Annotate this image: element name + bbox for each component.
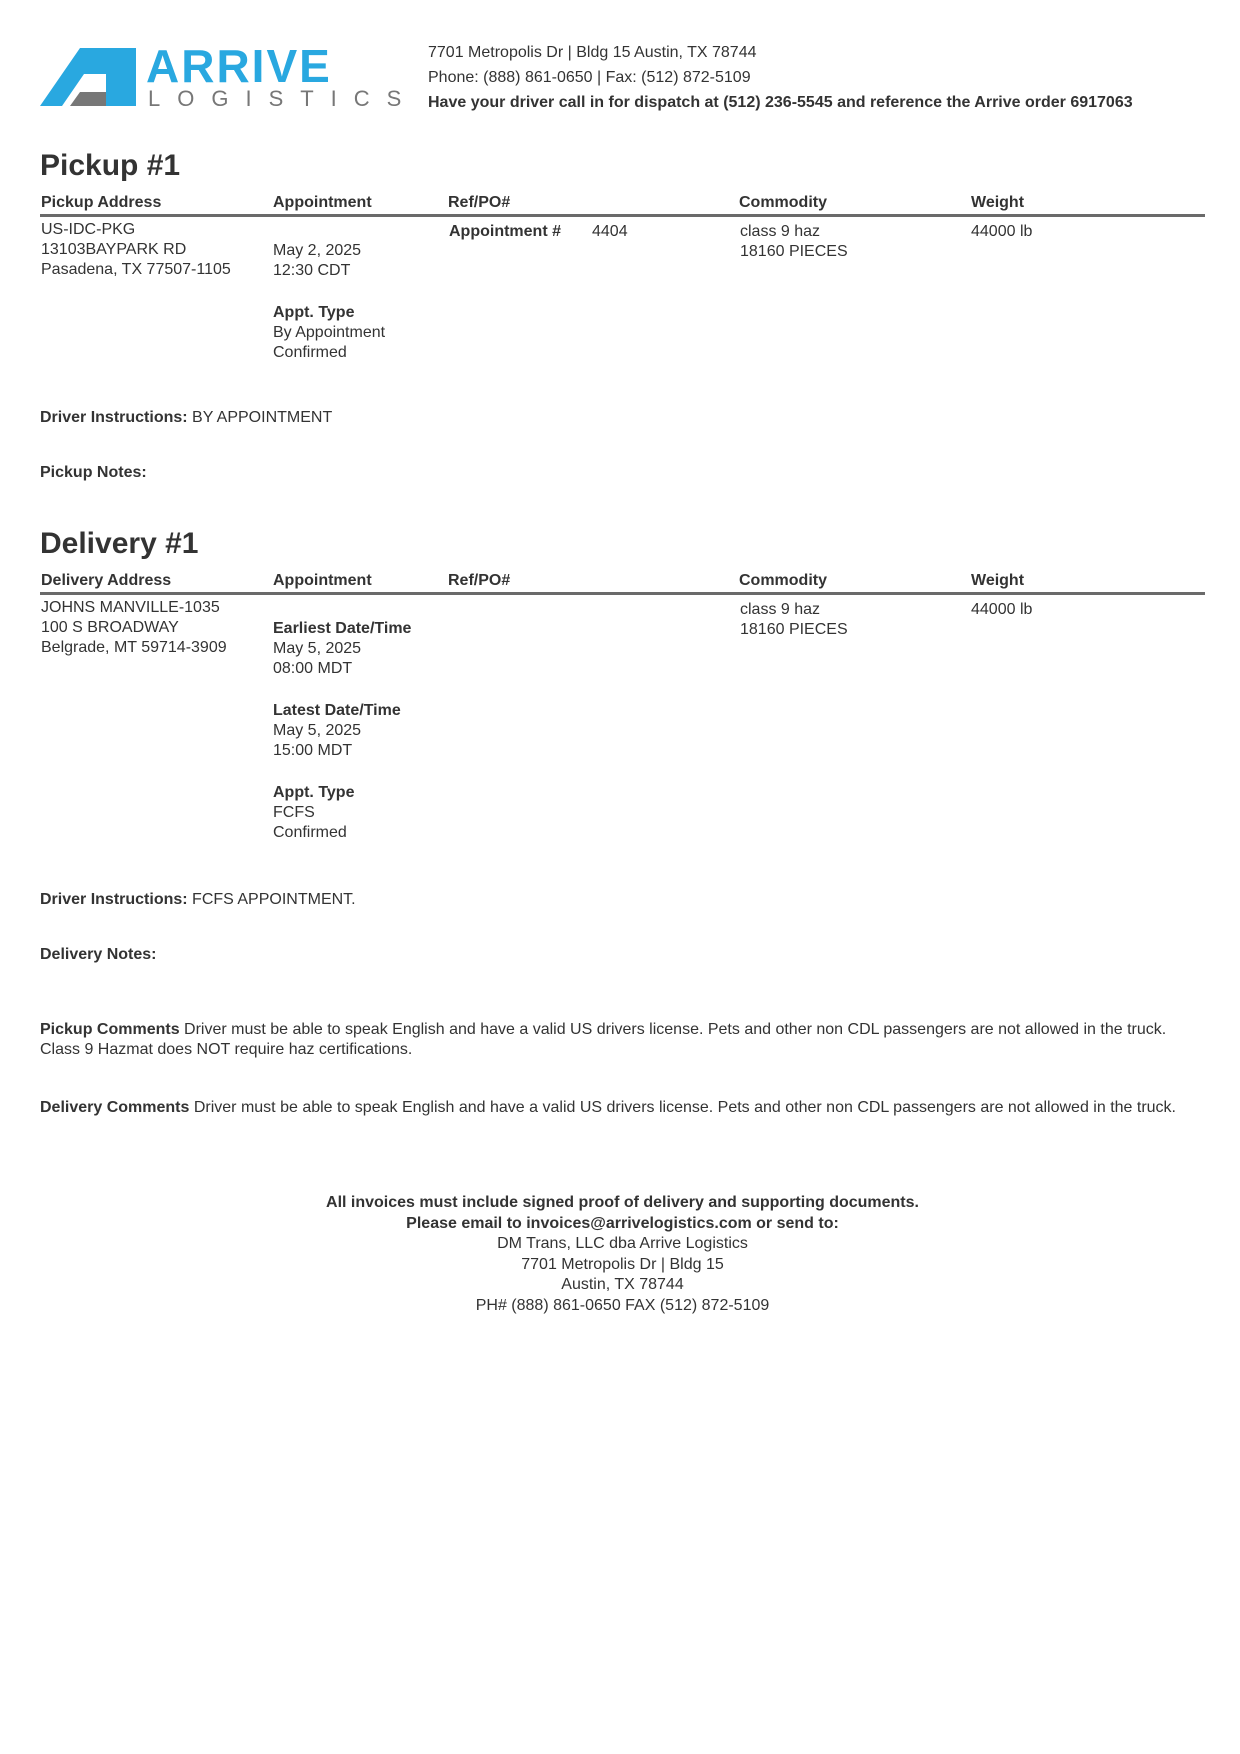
pickup-comments-label: Pickup Comments [40, 1021, 180, 1038]
footer-city: Austin, TX 78744 [561, 1276, 684, 1293]
pickup-address-line: US-IDC-PKG [41, 221, 136, 238]
svg-text:ARRIVE: ARRIVE [146, 44, 332, 92]
pickup-weight: 44000 lb [971, 223, 1033, 240]
pickup-ref-header: Ref/PO# [448, 194, 511, 211]
pickup-appointment-header: Appointment [273, 194, 372, 211]
pickup-ref-value: 4404 [592, 223, 628, 240]
delivery-ref-header: Ref/PO# [448, 572, 511, 589]
delivery-commodity [740, 600, 848, 640]
delivery-appt-type: FCFS [273, 804, 315, 821]
delivery-comments-text: Driver must be able to speak English and have a valid US drivers license. Pets and other non CDL passengers are not allowed in the truck. [193, 1099, 1176, 1116]
delivery-driver-instructions-label: Driver Instructions: [40, 891, 188, 908]
delivery-appt-type-label: Appt. Type [273, 784, 355, 801]
footer-phone-fax: PH# (888) 861-0650 FAX (512) 872-5109 [475, 1296, 770, 1314]
pickup-address-line: Pasadena, TX 77507-1105 [41, 261, 231, 278]
delivery-title: Delivery #1 [40, 527, 199, 560]
delivery-driver-instructions-value: FCFS APPOINTMENT. [192, 891, 356, 908]
company-address: 7701 Metropolis Dr | Bldg 15 Austin, TX 78744 [428, 44, 757, 61]
pickup-appointment-time: 12:30 CDT [273, 262, 351, 279]
pickup-commodity [740, 222, 848, 262]
pickup-appointment [273, 241, 385, 363]
delivery-address-header: Delivery Address [41, 572, 172, 589]
delivery-appointment-header: Appointment [273, 572, 372, 589]
pickup-appointment-date: May 2, 2025 [273, 242, 362, 259]
invoice-footer [40, 1193, 1205, 1316]
delivery-notes-label: Delivery Notes: [40, 946, 157, 963]
delivery-commodity-header: Commodity [739, 572, 827, 589]
delivery-comments-label: Delivery Comments [40, 1099, 190, 1116]
pickup-comments-text: Driver must be able to speak English and have a valid US drivers license. Pets and other non CDL passengers are not allowed in the truck. Class 9 Hazmat does NOT require haz certifications. [40, 1021, 1167, 1058]
pickup-notes-label: Pickup Notes: [40, 464, 147, 481]
pickup-title: Pickup #1 [40, 149, 181, 182]
pickup-address-line: 13103BAYPARK RD [41, 241, 187, 258]
delivery-latest-label: Latest Date/Time [273, 702, 401, 719]
arrive-logistics-logo [40, 44, 410, 110]
pickup-driver-instructions-label: Driver Instructions: [40, 409, 188, 426]
pickup-appt-status: Confirmed [273, 344, 347, 361]
svg-text:LOGISTICS: LOGISTICS [148, 86, 410, 110]
pickup-appt-type-label: Appt. Type [273, 304, 355, 321]
delivery-header-divider [40, 592, 1205, 595]
delivery-address-line: Belgrade, MT 59714-3909 [41, 639, 227, 656]
delivery-latest-date: May 5, 2025 [273, 722, 362, 739]
delivery-address [41, 598, 227, 658]
pickup-header-divider [40, 214, 1205, 217]
delivery-earliest-label: Earliest Date/Time [273, 620, 412, 637]
pickup-driver-instructions [40, 408, 332, 428]
delivery-comments [40, 1098, 1205, 1118]
pickup-weight-header: Weight [971, 194, 1025, 211]
dispatch-instructions: Have your driver call in for dispatch at (512) 236-5545 and reference the Arrive order 6917063 [428, 94, 1133, 111]
delivery-appointment [273, 619, 411, 843]
pickup-ref-label: Appointment # [449, 223, 561, 240]
delivery-weight-header: Weight [971, 572, 1025, 589]
footer-street: 7701 Metropolis Dr | Bldg 15 [521, 1255, 724, 1273]
company-contact-block [428, 40, 1133, 115]
footer-email-instruction: Please email to invoices@arrivelogistics.com or send to: [406, 1214, 839, 1232]
delivery-commodity-line: 18160 PIECES [740, 621, 848, 638]
pickup-driver-instructions-value: BY APPOINTMENT [192, 409, 333, 426]
arrive-logo-mark-icon [40, 44, 410, 110]
footer-invoice-requirement: All invoices must include signed proof of delivery and supporting documents. [326, 1194, 919, 1211]
pickup-address-header: Pickup Address [41, 194, 162, 211]
delivery-earliest-date: May 5, 2025 [273, 640, 362, 657]
pickup-commodity-header: Commodity [739, 194, 827, 211]
delivery-address-line: JOHNS MANVILLE-1035 [41, 599, 220, 616]
delivery-earliest-time: 08:00 MDT [273, 660, 353, 677]
pickup-commodity-line: class 9 haz [740, 223, 821, 240]
pickup-address [41, 220, 231, 280]
pickup-commodity-line: 18160 PIECES [740, 243, 848, 260]
delivery-appt-status: Confirmed [273, 824, 347, 841]
footer-company-name: DM Trans, LLC dba Arrive Logistics [497, 1235, 748, 1252]
pickup-comments [40, 1020, 1205, 1060]
delivery-address-line: 100 S BROADWAY [41, 619, 179, 636]
delivery-weight: 44000 lb [971, 601, 1033, 618]
pickup-appt-type: By Appointment [273, 324, 386, 341]
delivery-driver-instructions [40, 890, 356, 910]
company-phone-fax: Phone: (888) 861-0650 | Fax: (512) 872-5109 [428, 69, 751, 86]
delivery-commodity-line: class 9 haz [740, 601, 821, 618]
delivery-latest-time: 15:00 MDT [273, 742, 353, 759]
